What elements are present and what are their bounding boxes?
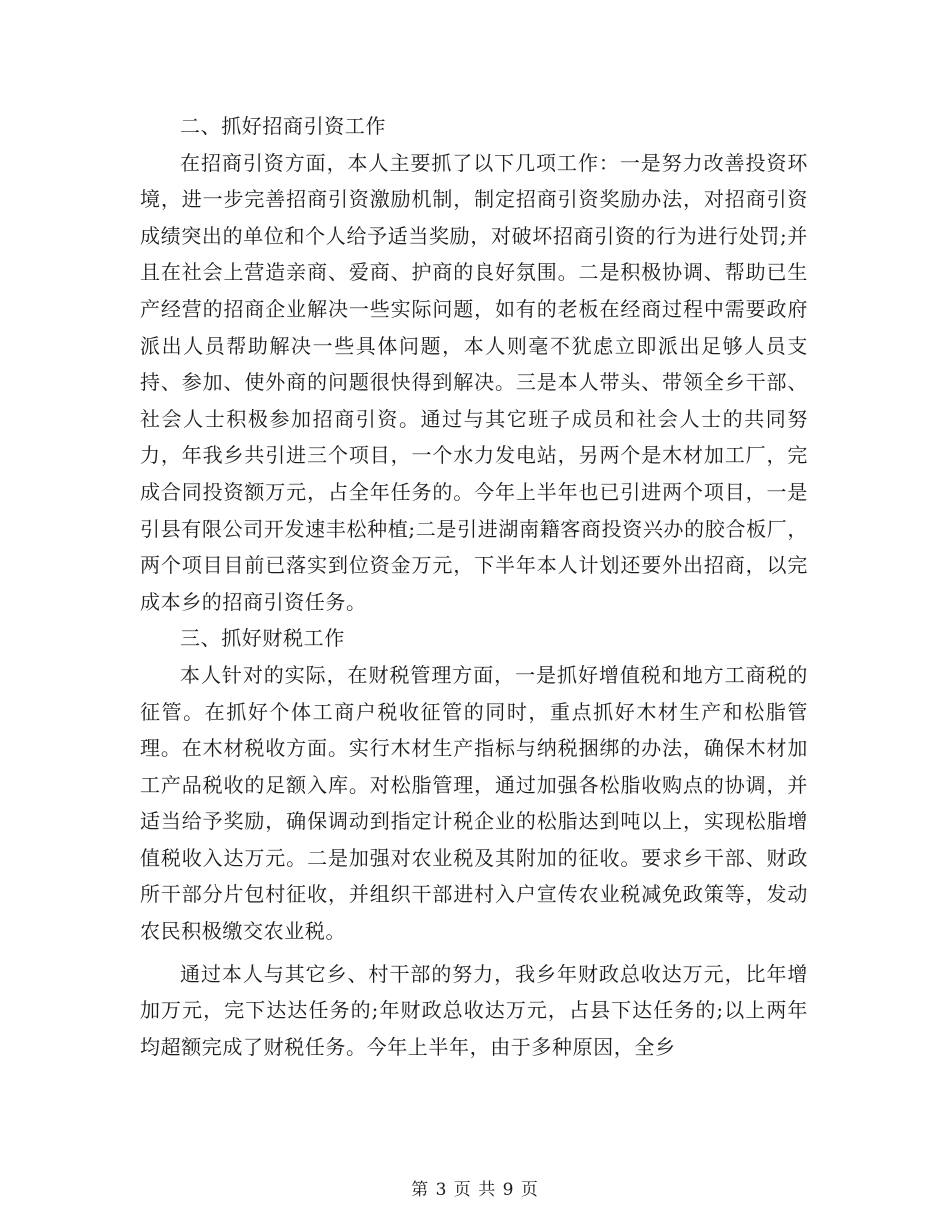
section-heading-finance-tax: 三、抓好财税工作 [180,626,345,651]
page-number-footer: 第 3 页 共 9 页 [411,1180,539,1200]
paragraph-finance-tax: 本人针对的实际，在财税管理方面，一是抓好增值税和地方工商税的征管。在抓好个体工商户税收征管的同时，重点抓好木材生产和松脂管理。在木材税收方面。实行木材生产指标与纳税捆绑的办法，确保木材加工产品税收的足额入库。对松脂管理，通过加强各松脂收购点的协调，并适当给予奖励，确保调动到指定计税企业的松脂达到吨以上，实现松脂增值税收入达万元。二是加强对农业税及其附加的征收。要求乡干部、财政所干部分片包村征收，并组织干部进村入户宣传农业税减免政策等，发动农民积极缴交农业税。 [140,662,808,944]
paragraph-results: 通过本人与其它乡、村干部的努力，我乡年财政总收达万元，比年增加万元，完下达达任务的;年财政总收达万元，占县下达任务的;以上两年均超额完成了财税任务。今年上半年，由于多种原因，全乡 [140,961,808,1059]
document-body [140,108,808,1065]
section-heading-investment: 二、抓好招商引资工作 [180,114,386,138]
paragraph-investment: 在招商引资方面，本人主要抓了以下几项工作：一是努力改善投资环境，进一步完善招商引资激励机制，制定招商引资奖励办法，对招商引资成绩突出的单位和个人给予适当奖励，对破坏招商引资的行为进行处罚;并且在社会上营造亲商、爱商、护商的良好氛围。二是积极协调、帮助已生产经营的招商企业解决一些实际问题，如有的老板在经商过程中需要政府派出人员帮助解决一些具体问题，本人则毫不犹虑立即派出足够人员支持、参加、使外商的问题很快得到解决。三是本人带头、带领全乡干部、社会人士积极参加招商引资。通过与其它班子成员和社会人士的共同努力，年我乡共引进三个项目，一个水力发电站，另两个是木材加工厂，完成合同投资额万元，占全年任务的。今年上半年也已引进两个项目，一是引县有限公司开发速丰松种植;二是引进湖南籍客商投资兴办的胶合板厂，两个项目目前已落实到位资金万元，下半年本人计划还要外出招商，以完成本乡的招商引资任务。 [140,150,808,614]
